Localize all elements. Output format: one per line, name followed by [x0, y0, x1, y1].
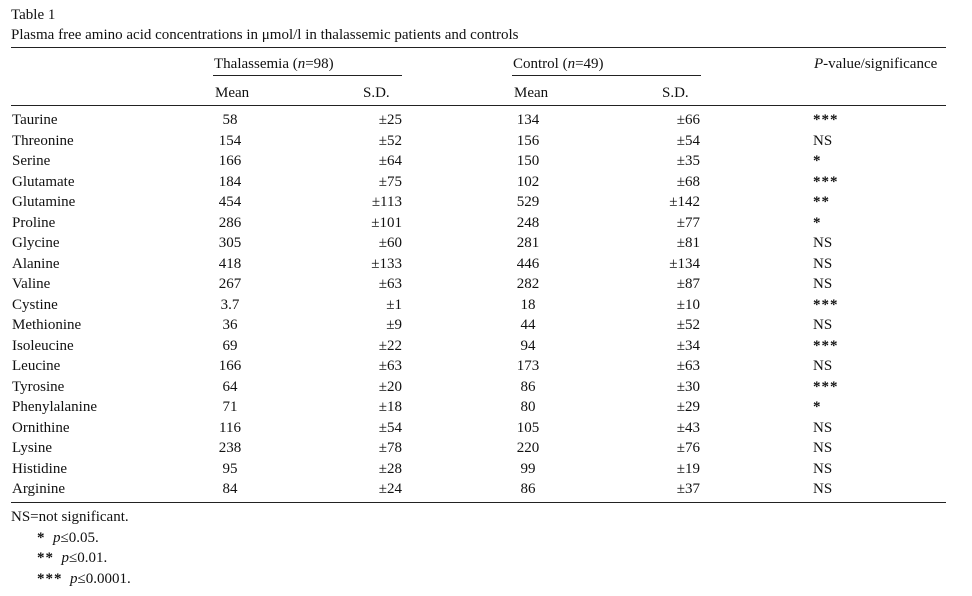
thal-mean-cell: 64 — [222, 378, 238, 395]
thal-sd-cell: ±101 — [371, 214, 402, 231]
significance-cell: *** — [813, 112, 839, 128]
thal-sd-cell: ±54 — [378, 419, 402, 436]
thal-mean-cell: 36 — [222, 317, 238, 333]
significance-cell: NS — [813, 358, 833, 374]
significance-cell: NS — [813, 419, 833, 436]
ctrl-sd-cell: ±68 — [676, 173, 700, 190]
thal-sd-cell: ±113 — [371, 194, 402, 210]
ctrl-sd-cell: ±37 — [676, 481, 700, 497]
thal-mean-cell: 286 — [218, 214, 242, 231]
ctrl-sd-cell: ±142 — [669, 194, 700, 210]
thal-sd-cell: ±60 — [378, 235, 402, 251]
thalassemia-group-header: Thalassemia (n=98) — [214, 56, 334, 72]
footnote-ns: NS=not significant. — [11, 509, 129, 525]
thal-mean-cell: 454 — [218, 194, 242, 210]
amino-acid-name: Lysine — [12, 440, 52, 456]
ctrl-sd-cell: ±63 — [676, 358, 700, 374]
thal-sd-cell: ±133 — [371, 255, 402, 272]
significance-cell: NS — [813, 276, 833, 292]
ctrl-mean-cell: 156 — [516, 132, 540, 149]
thal-mean-cell: 305 — [218, 235, 242, 251]
significance-cell: * — [813, 399, 822, 415]
ctrl-mean-cell: 248 — [516, 214, 540, 231]
amino-acid-name: Cystine — [12, 296, 58, 313]
amino-acid-name: Proline — [12, 214, 56, 231]
thal-sd-cell: ±25 — [378, 112, 402, 128]
thalassemia-group-rule — [213, 75, 402, 76]
significance-cell: NS — [813, 481, 833, 497]
thal-mean-cell: 267 — [218, 276, 242, 292]
amino-acid-name: Leucine — [12, 358, 61, 374]
footnote-p01: ** p≤0.01. — [37, 550, 108, 566]
ctrl-mean-cell: 220 — [516, 440, 540, 456]
significance-cell: NS — [813, 235, 833, 251]
control-group-rule — [512, 75, 701, 76]
ctrl-mean-cell: 105 — [516, 419, 540, 436]
amino-acid-name: Alanine — [12, 255, 60, 272]
amino-acid-name: Serine — [12, 153, 51, 169]
thal-mean-header: Mean — [215, 85, 250, 101]
thal-sd-cell: ±52 — [378, 132, 402, 149]
thal-mean-cell: 95 — [222, 460, 238, 477]
ctrl-sd-cell: ±77 — [676, 214, 700, 231]
thal-mean-cell: 84 — [222, 481, 238, 497]
pvalue-header: P-value/significance — [814, 56, 938, 72]
bottom-rule — [11, 502, 946, 503]
table-title: Plasma free amino acid concentrations in μmol/l in thalassemic patients and controls — [11, 27, 519, 43]
ctrl-mean-cell: 18 — [520, 296, 536, 313]
amino-acid-name: Phenylalanine — [12, 399, 97, 415]
footnote-p0001: *** p≤0.0001. — [37, 570, 131, 587]
thal-sd-cell: ±9 — [386, 317, 402, 333]
amino-acid-name: Methionine — [12, 317, 82, 333]
thal-sd-cell: ±22 — [378, 337, 402, 354]
thal-mean-cell: 58 — [222, 112, 238, 128]
ctrl-sd-cell: ±19 — [676, 460, 700, 477]
thal-sd-cell: ±64 — [378, 153, 402, 169]
significance-cell: *** — [813, 337, 839, 354]
ctrl-mean-cell: 281 — [516, 235, 540, 251]
amino-acid-name: Glutamate — [12, 173, 75, 190]
header-rule — [11, 105, 946, 106]
ctrl-sd-cell: ±43 — [676, 419, 700, 436]
amino-acid-name: Threonine — [12, 132, 74, 149]
amino-acid-name: Taurine — [12, 112, 58, 128]
footnotes — [11, 507, 131, 589]
thal-mean-cell: 154 — [218, 132, 242, 149]
table-caption — [11, 5, 519, 45]
thal-mean-cell: 166 — [218, 153, 242, 169]
ctrl-sd-cell: ±81 — [676, 235, 700, 251]
thal-sd-cell: ±63 — [378, 276, 402, 292]
significance-cell: NS — [813, 460, 833, 477]
significance-cell: NS — [813, 132, 833, 149]
ctrl-mean-cell: 80 — [520, 399, 536, 415]
ctrl-mean-cell: 86 — [520, 378, 536, 395]
ctrl-mean-cell: 282 — [516, 276, 540, 292]
thal-sd-cell: ±1 — [386, 296, 402, 313]
ctrl-sd-cell: ±134 — [669, 255, 700, 272]
thal-mean-cell: 69 — [222, 337, 238, 354]
ctrl-sd-cell: ±54 — [676, 132, 700, 149]
significance-cell: ** — [813, 194, 830, 210]
thal-sd-cell: ±78 — [378, 440, 402, 456]
table-label: Table 1 — [11, 7, 56, 23]
amino-acid-name: Tyrosine — [12, 378, 65, 395]
amino-acid-name: Ornithine — [12, 419, 70, 436]
thal-sd-cell: ±28 — [378, 460, 402, 477]
significance-cell: *** — [813, 173, 839, 190]
thal-sd-cell: ±75 — [378, 173, 402, 190]
thal-sd-cell: ±24 — [378, 481, 402, 497]
thal-sd-header: S.D. — [363, 85, 390, 101]
thal-mean-cell: 418 — [218, 255, 242, 272]
thal-mean-cell: 116 — [219, 419, 241, 436]
significance-cell: *** — [813, 378, 839, 395]
ctrl-sd-cell: ±34 — [676, 337, 700, 354]
significance-cell: *** — [813, 296, 839, 313]
ctrl-mean-cell: 99 — [520, 460, 536, 477]
ctrl-sd-cell: ±52 — [676, 317, 700, 333]
ctrl-mean-cell: 173 — [516, 358, 540, 374]
control-group-header: Control (n=49) — [513, 56, 604, 72]
thal-sd-cell: ±18 — [378, 399, 402, 415]
thal-mean-cell: 238 — [218, 440, 242, 456]
amino-acid-name: Glutamine — [12, 194, 76, 210]
thal-mean-cell: 71 — [222, 399, 238, 415]
amino-acid-name: Valine — [12, 276, 51, 292]
ctrl-sd-cell: ±10 — [676, 296, 700, 313]
top-rule — [11, 47, 946, 48]
amino-acid-name: Isoleucine — [12, 337, 74, 354]
ctrl-mean-cell: 529 — [516, 194, 540, 210]
ctrl-sd-header: S.D. — [662, 85, 689, 101]
ctrl-sd-cell: ±35 — [676, 153, 700, 169]
ctrl-sd-cell: ±87 — [676, 276, 700, 292]
amino-acid-name: Arginine — [12, 481, 66, 497]
ctrl-sd-cell: ±29 — [676, 399, 700, 415]
ctrl-mean-cell: 86 — [520, 481, 536, 497]
ctrl-mean-cell: 44 — [520, 317, 536, 333]
amino-acid-name: Glycine — [12, 235, 60, 251]
significance-cell: NS — [813, 255, 833, 272]
ctrl-mean-cell: 134 — [516, 112, 540, 128]
significance-cell: * — [813, 153, 822, 169]
ctrl-mean-cell: 446 — [516, 255, 540, 272]
ctrl-sd-cell: ±66 — [676, 112, 700, 128]
thal-sd-cell: ±63 — [378, 358, 402, 374]
thal-sd-cell: ±20 — [378, 378, 402, 395]
thal-mean-cell: 166 — [218, 358, 242, 374]
thal-mean-cell: 3.7 — [220, 296, 240, 313]
ctrl-sd-cell: ±30 — [676, 378, 700, 395]
ctrl-sd-cell: ±76 — [676, 440, 700, 456]
ctrl-mean-cell: 102 — [516, 173, 540, 190]
significance-cell: NS — [813, 317, 833, 333]
thal-mean-cell: 184 — [218, 173, 242, 190]
ctrl-mean-cell: 94 — [520, 337, 536, 354]
ctrl-mean-cell: 150 — [516, 153, 540, 169]
ctrl-mean-header: Mean — [514, 85, 549, 101]
amino-acid-name: Histidine — [12, 460, 67, 477]
significance-cell: NS — [813, 440, 833, 456]
significance-cell: * — [813, 214, 822, 231]
footnote-p05: * p≤0.05. — [37, 529, 99, 546]
